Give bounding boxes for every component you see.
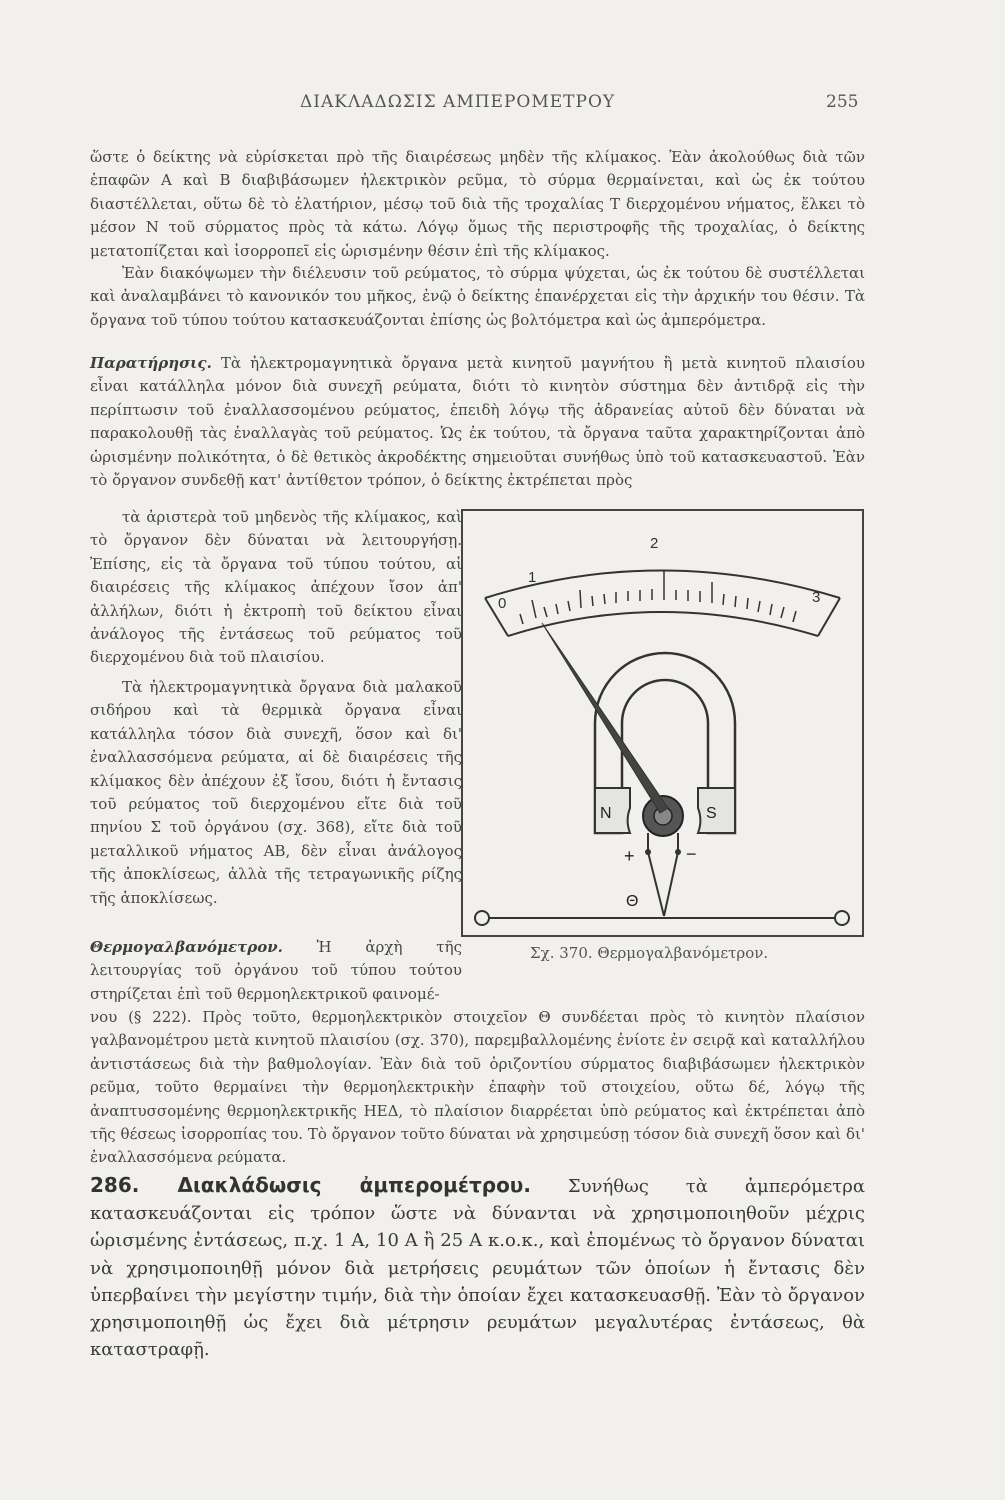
paragraph-1: ὥστε ὁ δείκτης νὰ εὑρίσκεται πρὸ τῆς διαιρέσεως μηδὲν τῆς κλίμακος. Ἐὰν ἀκολούθως διὰ τῶν ἐπαφῶν Α καὶ Β διαβιβάσωμεν ἠλεκτρικὸν ρεῦμα, τὸ σύρμα θερμαίνεται, καὶ ὡς ἐκ τούτου διαστέλλεται, οὕτω δὲ τὸ ἐλατήριον, μέσῳ τοῦ διὰ τῆς τροχαλίας Τ διερχομένου νήματος, ἕλκει τὸ μέσον Ν τοῦ σύρματος πρὸς τὰ κάτω. Λόγῳ ὅμως τῆς περιστροφῆς τῆς τροχαλίας, ὁ δείκτης μετατοπίζεται καὶ ἰσορροπεῖ εἰς ὡρισμένην θέσιν ἐπὶ τῆς κλίμακος. — [90, 148, 865, 260]
paragraph-2: Ἐὰν διακόψωμεν τὴν διέλευσιν τοῦ ρεύματος, τὸ σύρμα ψύχεται, ὡς ἐκ τούτου δὲ συστέλλεται καὶ ἀναλαμβάνει τὸ κανονικόν του μῆκος, ἐνῷ ὁ δείκτης ἐπανέρχεται εἰς τὴν ἀρχικήν του θέσιν. Τὰ ὄργανα τοῦ τύπου τούτου κατασκευάζονται ἐπίσης ὡς βολτόμετρα καὶ ὡς ἀμπερόμετρα. — [90, 264, 865, 329]
scale-label-0: 0 — [498, 595, 507, 612]
page-number: 255 — [826, 92, 859, 112]
thermocouple-wire-a — [648, 852, 664, 916]
figure-frame — [462, 510, 863, 936]
running-header — [0, 92, 1005, 116]
header-title: ΔΙΑΚΛΑΔΩΣΙΣ ΑΜΠΕΡΟΜΕΤΡΟΥ — [300, 92, 616, 112]
scale-label-2: 2 — [650, 535, 659, 552]
minus-label: − — [686, 844, 697, 864]
wire-terminal-right — [835, 911, 849, 925]
paragraph-remark — [90, 352, 865, 492]
thermogalvanometer-heading: Θερμογαλβανόμετρον. — [90, 938, 283, 956]
remark-heading: Παρατήρησις. — [90, 354, 212, 372]
paragraph-5: Τὰ ἠλεκτρομαγνητικὰ ὄργανα διὰ μαλακοῦ σιδήρου καὶ τὰ θερμικὰ ὄργανα εἶναι κατάλληλα τόσον διὰ συνεχῆ, ὅσον καὶ δι' ἐναλλασσόμενα ρεύματα, αἱ δὲ διαιρέσεις τῆς κλίμακος δὲν ἀπέχουν ἐξ ἴσου, διότι ἡ ἔντασις τοῦ ρεύματος τοῦ διερχομένου εἴτε διὰ τοῦ πηνίου Σ τοῦ ὀργάνου (σχ. 368), εἴτε διὰ τοῦ μεταλλικοῦ νήματος ΑΒ, δὲν εἶναι ἀνάλογος τῆς ἀποκλίσεως, ἀλλὰ τῆς τετραγωνικῆς ρίζης τῆς ἀποκλίσεως. — [90, 678, 462, 907]
paragraph-4: τὰ ἀριστερὰ τοῦ μηδενὸς τῆς κλίμακος, καὶ τὸ ὄργανον δὲν δύναται νὰ λειτουργήσῃ. Ἐπίσης, εἰς τὰ ὄργανα τοῦ τύπου τούτου, αἱ διαιρέσεις τῆς κλίμακος ἀπέχουν ἴσον ἀπ' ἀλλήλων, διότι ἡ ἐκτροπὴ τοῦ δείκτου εἶναι ἀνάλογος τῆς ἐντάσεως τοῦ ρεύματος τοῦ διερχομένου διὰ τοῦ πλαισίου. — [90, 508, 462, 667]
pole-n-label: N — [600, 805, 612, 822]
scale-inner-arc — [508, 612, 818, 636]
wire-terminal-left — [475, 911, 489, 925]
plus-label: + — [624, 846, 635, 866]
thermogalvanometer-drawing — [460, 508, 865, 938]
paragraph-7: νου (§ 222). Πρὸς τοῦτο, θερμοηλεκτρικὸν στοιχεῖον Θ συνδέεται πρὸς τὸ κινητὸν πλαίσιον γαλβανομέτρου μετὰ κινητοῦ πλαισίου (σχ. 370), παρεμβαλλομένης ἐνίοτε ἐν σειρᾷ καὶ καταλλήλου ἀντιστάσεως διὰ τὴν βαθμολογίαν. Ἐὰν διὰ τοῦ ὁριζοντίου σύρματος διαβιβάσωμεν ἠλεκτρικὸν ρεῦμα, τοῦτο θερμαίνει τὴν θερμοηλεκτρικὴν ἐπαφὴν τοῦ στοιχείου, οὕτω δέ, λόγῳ τῆς ἀναπτυσσομένης θερμοηλεκτρικῆς ΗΕΔ, τὸ πλαίσιον διαρρέεται ὑπὸ ρεύματος καὶ ἐκτρέπεται ἀπὸ τῆς θέσεως ἰσορροπίας του. Τὸ ὄργανον τοῦτο δύναται νὰ χρησιμεύσῃ τόσον διὰ συνεχῆ ὅσον καὶ δι' ἐναλλασσόμενα ρεύματα. — [90, 1008, 865, 1167]
remark-text: Τὰ ἠλεκτρομαγνητικὰ ὄργανα μετὰ κινητοῦ μαγνήτου ἢ μετὰ κινητοῦ πλαισίου εἶναι κατάλληλα μόνον διὰ συνεχῆ ρεύματα, διότι τὸ κινητὸν σύστημα δὲν ἀντιδρᾷ εἰς τὴν περίπτωσιν τοῦ ἐναλλασσομένου ρεύματος, ἐπειδὴ λόγῳ τῆς ἀδρανείας αὐτοῦ δὲν δύναται νὰ παρακολουθῇ τὰς ἐναλλαγὰς τοῦ ρεύματος. Ὡς ἐκ τούτου, τὰ ὄργανα ταῦτα χαρακτηρίζονται ἀπὸ ὡρισμένην πολικότητα, ὁ δὲ θετικὸς ἀκροδέκτης σημειοῦται συνήθως ὑπὸ τοῦ κατασκευαστοῦ. Ἐὰν τὸ ὄργανον συνδεθῇ κατ' ἀντίθετον τρόπον, ὁ δείκτης ἐκτρέπεται πρὸς — [90, 354, 865, 490]
scale-right-end — [818, 598, 840, 636]
scale-label-1: 1 — [528, 569, 537, 586]
scale-label-3: 3 — [812, 589, 821, 606]
pole-s-label: S — [706, 805, 717, 822]
thermogalvanometer-text: Ἡ ἀρχὴ τῆς λειτουργίας τοῦ ὀργάνου τοῦ τύπου τούτου στηρίζεται ἐπὶ τοῦ θερμοηλεκτρικοῦ φαινομέ- — [90, 938, 462, 1003]
scale-outer-arc — [485, 571, 840, 599]
paragraph-thermogalvanometer — [90, 936, 462, 1006]
section-text: Συνήθως τὰ ἀμπερόμετρα κατασκευάζονται εἰς τρόπον ὥστε νὰ δύνανται νὰ χρησιμοποιηθοῦν μέχρις ὡρισμένης ἐντάσεως, π.χ. 1 Α, 10 Α ἢ 25 Α κ.ο.κ., καὶ ἑπομένως τὸ ὄργανον δύναται νὰ χρησιμοποιηθῇ μόνον διὰ μετρήσεις ρευμάτων τῶν ὁποίων ἡ ἔντασις δὲν ὑπερβαίνει τὴν μεγίστην τιμήν, διὰ τὴν ὁποίαν ἔχει κατασκευασθῇ. Ἐὰν τὸ ὄργανον χρησιμοποιηθῇ ὡς ἔχει διὰ μέτρησιν ρευμάτων μεγαλυτέρας ἐντάσεως, θὰ καταστραφῇ. — [90, 1176, 865, 1361]
theta-label: Θ — [626, 893, 639, 910]
section-heading: 286. Διακλάδωσις ἀμπερομέτρου. — [90, 1173, 531, 1197]
figure-caption: Σχ. 370. Θερμογαλβανόμετρον. — [530, 944, 769, 962]
pointer-needle — [542, 623, 668, 813]
figure-thermogalvanometer — [460, 508, 865, 938]
thermocouple-wire-b — [664, 852, 678, 916]
section-286 — [90, 1172, 865, 1363]
